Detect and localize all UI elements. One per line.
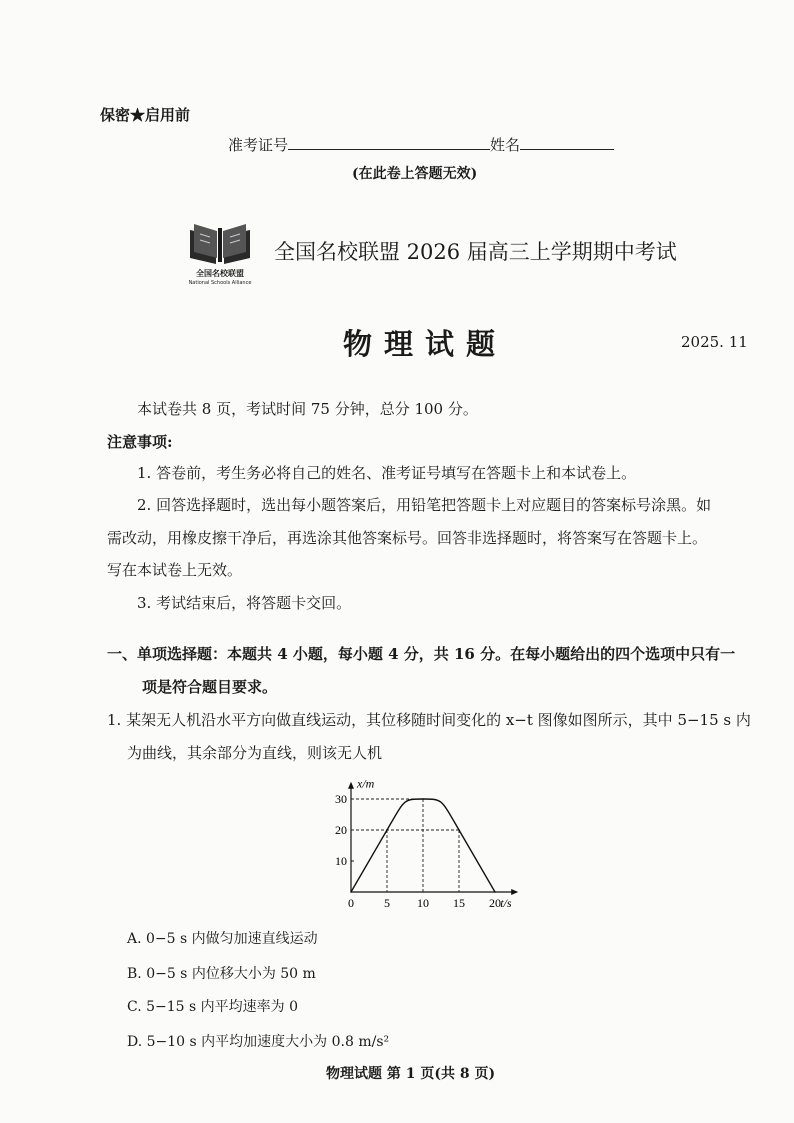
option-d[interactable]: D. 5−10 s 内平均加速度大小为 0.8 m/s² bbox=[127, 1034, 390, 1050]
notice-item-2: 2. 回答选择题时，选出每小题答案后，用铅笔把答题卡上对应题目的答案标号涂黑。如 bbox=[137, 496, 712, 514]
exam-id-field[interactable] bbox=[288, 135, 490, 150]
exam-id-label: 准考证号 bbox=[228, 136, 289, 154]
book-logo-icon bbox=[184, 218, 256, 268]
section-1-heading: 一、单项选择题：本题共 4 小题，每小题 4 分，共 16 分。在每小题给出的四个选项中只有一 bbox=[107, 645, 736, 663]
invalid-answer-note: (在此卷上答题无效) bbox=[352, 166, 478, 182]
y-tick-label: 20 bbox=[335, 823, 347, 837]
notice-item-2-cont: 需改动，用橡皮擦干净后，再选涂其他答案标号。回答非选择题时，将答案写在答题卡上。 bbox=[107, 529, 708, 547]
data-point bbox=[422, 798, 424, 800]
data-point bbox=[386, 829, 388, 831]
x-tick-label: 5 bbox=[384, 896, 390, 910]
exam-date: 2025. 11 bbox=[681, 333, 748, 351]
alliance-logo bbox=[184, 218, 256, 292]
notice-item-1: 1. 答卷前，考生务必将自己的姓名、准考证号填写在答题卡上和本试卷上。 bbox=[137, 464, 637, 482]
y-axis-arrow-icon bbox=[348, 782, 354, 789]
page-footer: 物理试题 第 1 页(共 8 页) bbox=[326, 1066, 496, 1082]
series-segment-rise bbox=[351, 830, 387, 892]
name-label: 姓名 bbox=[490, 136, 521, 154]
exam-title: 全国名校联盟 2026 届高三上学期期中考试 bbox=[274, 240, 677, 264]
x-tick-label: 15 bbox=[453, 896, 465, 910]
question-1-stem: 1. 某架无人机沿水平方向做直线运动，其位移随时间变化的 x−t 图像如图所示，其中 5−15 s 内 bbox=[107, 711, 751, 729]
y-tick-label: 10 bbox=[335, 854, 347, 868]
option-b[interactable]: B. 0−5 s 内位移大小为 50 m bbox=[127, 966, 316, 982]
option-a[interactable]: A. 0−5 s 内做匀加速直线运动 bbox=[127, 931, 318, 947]
y-tick-label: 30 bbox=[335, 792, 347, 806]
x-axis-label: t/s bbox=[500, 896, 512, 910]
x-tick-label: 20 bbox=[489, 896, 501, 910]
option-c[interactable]: C. 5−15 s 内平均速率为 0 bbox=[127, 999, 299, 1015]
subject-title: 物理试题 bbox=[343, 327, 508, 361]
question-1-stem-cont: 为曲线，其余部分为直线，则该无人机 bbox=[127, 744, 383, 762]
xt-graph bbox=[330, 768, 530, 912]
notice-heading: 注意事项: bbox=[107, 433, 173, 451]
data-point bbox=[494, 891, 496, 893]
data-point bbox=[350, 891, 352, 893]
x-tick-label: 10 bbox=[417, 896, 429, 910]
confidential-mark: 保密★启用前 bbox=[100, 106, 191, 124]
data-point bbox=[458, 829, 460, 831]
x-axis-arrow-icon bbox=[511, 889, 518, 895]
y-axis-label: x/m bbox=[357, 776, 375, 791]
exam-intro: 本试卷共 8 页，考试时间 75 分钟，总分 100 分。 bbox=[137, 400, 478, 418]
notice-item-3: 3. 考试结束后，将答题卡交回。 bbox=[137, 594, 352, 612]
logo-name-cn: 全国名校联盟 bbox=[196, 269, 244, 278]
x-tick-label: 0 bbox=[348, 896, 354, 910]
series-segment-fall bbox=[459, 830, 495, 892]
notice-item-2-end: 写在本试卷上无效。 bbox=[107, 561, 243, 579]
section-1-heading-cont: 项是符合题目要求。 bbox=[142, 678, 278, 696]
name-field[interactable] bbox=[520, 135, 614, 150]
logo-name-en: National Schools Alliance bbox=[188, 280, 252, 286]
candidate-info-line bbox=[228, 134, 614, 155]
